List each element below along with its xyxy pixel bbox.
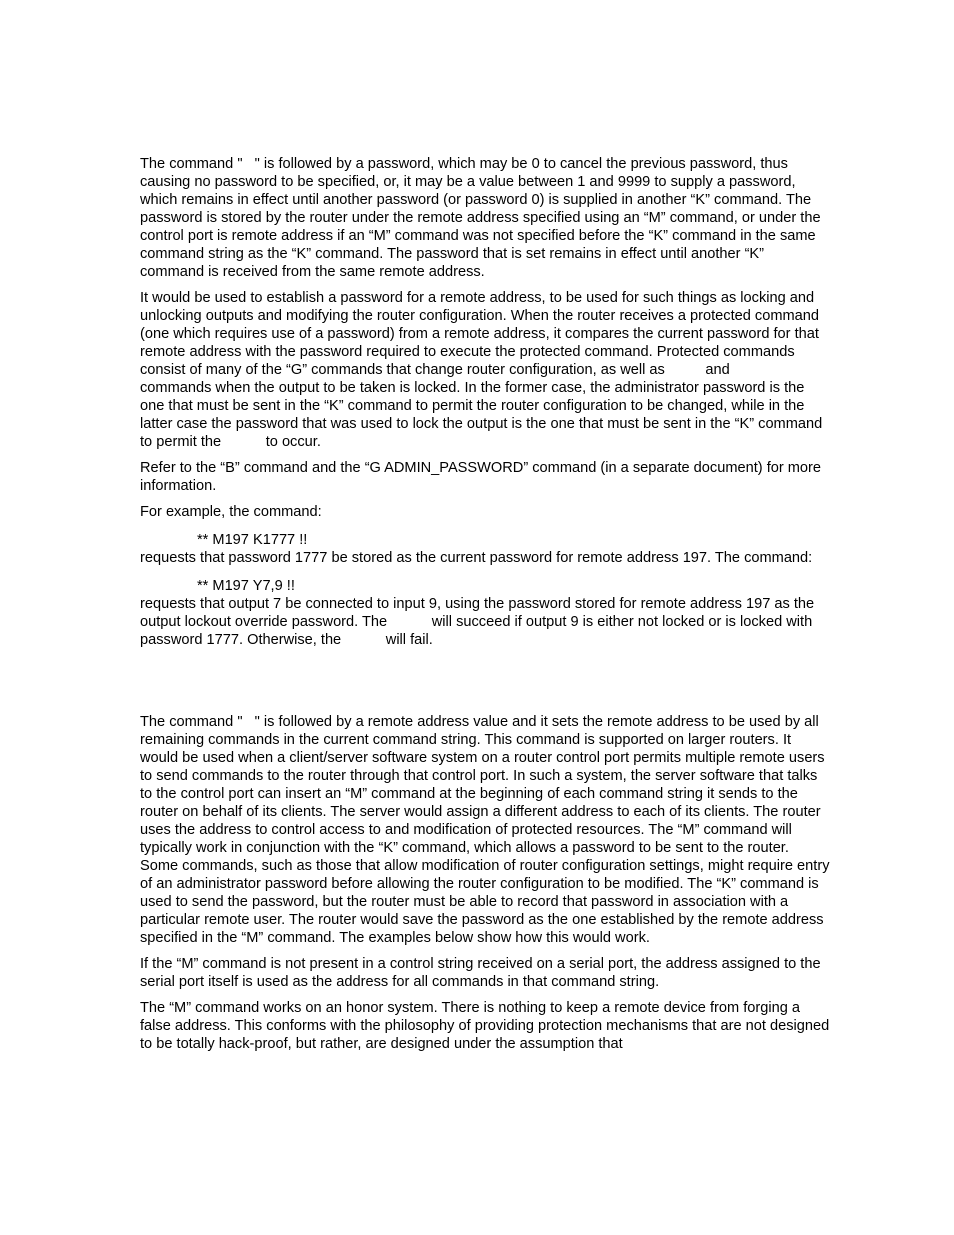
- k-paragraph-1: The command " " is followed by a password, which may be 0 to cancel the previous password, thus causing no password to be specified, or, it may be a value between 1 and 9999 to supply a password, which remains in effect until another password (or password 0) is supplied in another “K” command. The password is stored by the router under the remote address specified using an “M” command, or under the control port is remote address if an “M” command was not specified before the “K” command in the same command string as the “K” command. The password that is set remains in effect until another “K” command is received from the same remote address.: [140, 156, 825, 280]
- section-gap: [140, 657, 830, 713]
- m-paragraph-3: The “M” command works on an honor system. There is nothing to keep a remote device from forging a false address. This conforms with the philosophy of providing protection mechanisms that are not designed to be totally hack-proof, but rather, are designed under the assumption that: [140, 1000, 830, 1052]
- document-page: [140, 155, 834, 1061]
- k-paragraph-6: requests that output 7 be connected to input 9, using the password stored for remote address 197 as the output lockout override password. The will succeed if output 9 is either not locked or is locked with password 1777. Otherwise, the will fail.: [140, 596, 819, 648]
- m-paragraph-2: If the “M” command is not present in a control string received on a serial port, the address assigned to the serial port itself is used as the address for all commands in that command string.: [140, 956, 821, 990]
- section-k-command: [140, 155, 830, 649]
- m-paragraph-1: The command " " is followed by a remote address value and it sets the remote address to be used by all remaining commands in the current command string. This command is supported on larger routers. It would be used when a client/server software system on a router control port permits multiple remote users to send commands to the router through that control port. In such a system, the server software that talks to the control port can insert an “M” command at the beginning of each command string it sends to the router on behalf of its clients. The server would assign a different address to each of its clients. The router uses the address to control access to and modification of protected resources. The “M” command will typically work in conjunction with the “K” command, which allows a password to be sent to the router. Some commands, such as those that allow modification of router configuration settings, might require entry of an administrator password before allowing the router configuration to be modified. The “K” command is used to send the password, but the router must be able to record that password in association with a particular remote user. The router would save the password as the one established by the remote address specified in the “M” command. The examples below show how this would work.: [140, 714, 834, 946]
- k-paragraph-3: Refer to the “B” command and the “G ADMIN_PASSWORD” command (in a separate document) for more information.: [140, 460, 822, 494]
- code-example-1: ** M197 K1777 !!: [197, 532, 308, 548]
- k-paragraph-5: requests that password 1777 be stored as the current password for remote address 197. The command:: [140, 550, 813, 566]
- k-paragraph-2: It would be used to establish a password for a remote address, to be used for such things as locking and unlocking outputs and modifying the router configuration. When the router receives a protected command (one which requires use of a password) from a remote address, it compares the current password for that remote address with the password required to execute the protected command. Protected commands consist of many of the “G” commands that change router configuration, as well as and commands when the output to be taken is locked. In the former case, the administrator password is the one that must be sent in the “K” command to permit the router configuration to be changed, while in the latter case the password that was used to lock the output is the one that must be sent in the “K” command to permit the to occur.: [140, 290, 828, 450]
- k-paragraph-4: For example, the command:: [140, 504, 322, 520]
- section-m-command: [140, 713, 834, 1053]
- code-example-2: ** M197 Y7,9 !!: [197, 578, 295, 594]
